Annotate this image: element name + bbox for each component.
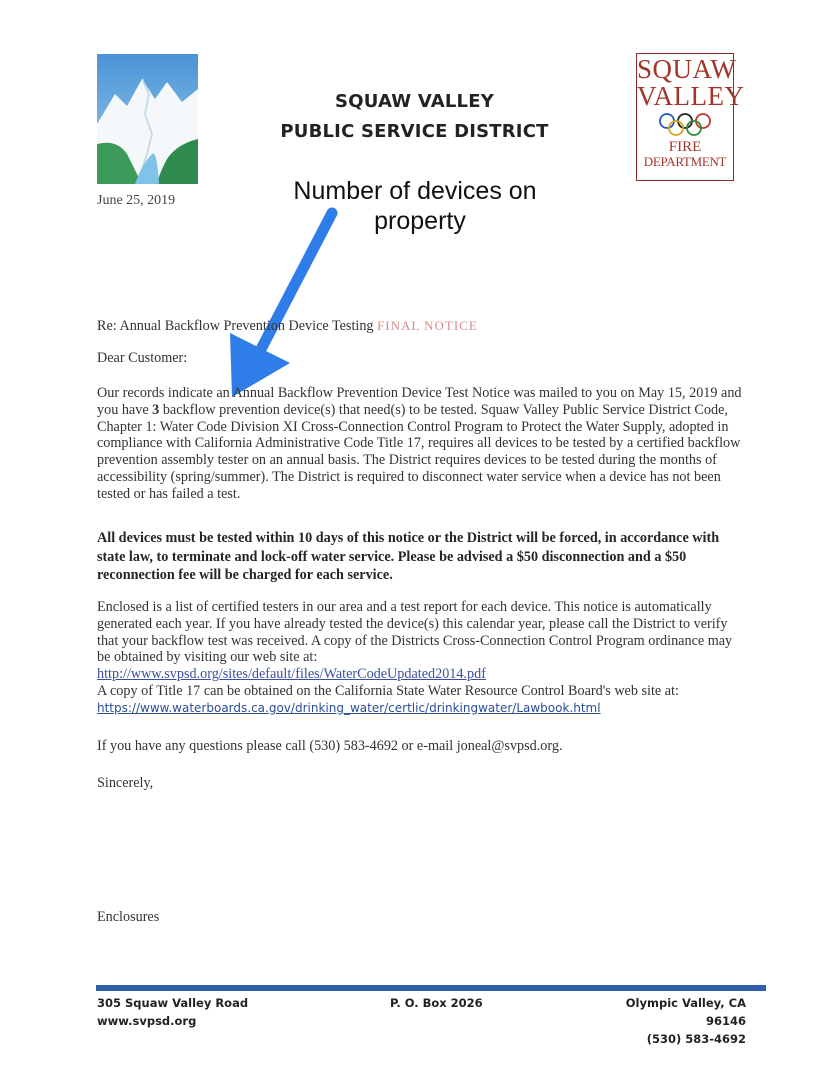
paragraph-records bbox=[97, 385, 747, 503]
annotation-line1: Number of devices on bbox=[293, 177, 537, 205]
letter-date: June 25, 2019 bbox=[97, 193, 176, 208]
paragraph-warning: All devices must be tested within 10 days of this notice or the District will be forced, in accordance with state law, to terminate and lock-off water service. Please be advised a $50 disconnection and a $50 reconnection fee will be charged for each service. bbox=[97, 530, 720, 583]
subject-line bbox=[97, 318, 747, 335]
annotation-line2: property bbox=[374, 207, 466, 235]
olympic-rings-icon bbox=[657, 112, 713, 138]
footer-address: 305 Squaw Valley Road bbox=[97, 996, 249, 1010]
fire-logo-valley: VALLEY bbox=[637, 81, 745, 111]
title17-text: A copy of Title 17 can be obtained on the California State Water Resource Control Board's web site at: bbox=[97, 682, 679, 699]
salutation: Dear Customer: bbox=[97, 350, 188, 366]
footer-po-box: P. O. Box 2026 bbox=[390, 996, 483, 1010]
subject-text: Re: Annual Backflow Prevention Device Testing bbox=[97, 318, 378, 334]
water-code-link[interactable]: http://www.svpsd.org/sites/default/files/WaterCodeUpdated2014.pdf bbox=[97, 666, 486, 683]
fire-department-logo bbox=[636, 53, 745, 181]
paragraph-records-text-a: Our records indicate an Annual Backflow Prevention Device Test Notice was mailed to you on May 15, 2019 and you have bbox=[97, 385, 742, 418]
fire-logo-fire: FIRE bbox=[668, 139, 702, 155]
closing: Sincerely, bbox=[97, 775, 154, 791]
footer-website: www.svpsd.org bbox=[97, 1014, 197, 1028]
footer-rule bbox=[96, 985, 766, 991]
lawbook-link[interactable]: https://www.waterboards.ca.gov/drinking_water/certlic/drinkingwater/Lawbook.html bbox=[97, 700, 601, 715]
enclosures-label: Enclosures bbox=[97, 909, 160, 925]
paragraph-enclosed-text: Enclosed is a list of certified testers in our area and a test report for each device. This notice is automatically generated each year. If you have already tested the device(s) this calendar year, please call the District to verify that your backflow test was received. A copy of the Districts Cross-Connection Control Program ordinance may be obtained by visiting our web site at: bbox=[97, 599, 733, 666]
footer-contact-block bbox=[600, 994, 746, 1048]
footer-address-block bbox=[97, 994, 248, 1030]
final-notice-label: FINAL NOTICE bbox=[377, 318, 478, 333]
paragraph-enclosed bbox=[97, 599, 747, 717]
fire-logo-department: DEPARTMENT bbox=[643, 154, 727, 169]
paragraph-records-text-b: backflow prevention device(s) that need(s) to be tested. Squaw Valley Public Service District Code, Chapter 1: Water Code Division XI Cross-Connection Control Program to Protect the Water Supply, adopted in compliance with California Administrative Code Title 17, requires all devices to be tested by a certified backflow prevention assembly tester on an annual basis. The District requires devices to be tested during the months of accessibility (spring/summer). The District is required to disconnect water service when a device has not been tested or has failed a test. bbox=[97, 401, 741, 502]
org-name-line1: SQUAW VALLEY bbox=[335, 91, 494, 112]
district-logo bbox=[97, 54, 198, 184]
device-count: 3 bbox=[152, 401, 160, 418]
annotation-arrow-icon bbox=[220, 205, 350, 405]
footer-city: Olympic Valley, CA 96146 bbox=[625, 996, 746, 1028]
paragraph-contact: If you have any questions please call (530) 583-4692 or e-mail joneal@svpsd.org. bbox=[97, 738, 563, 754]
org-name-line2: PUBLIC SERVICE DISTRICT bbox=[280, 121, 549, 142]
footer-phone: (530) 583-4692 bbox=[646, 1032, 746, 1046]
fire-logo-squaw: SQUAW bbox=[637, 54, 737, 84]
